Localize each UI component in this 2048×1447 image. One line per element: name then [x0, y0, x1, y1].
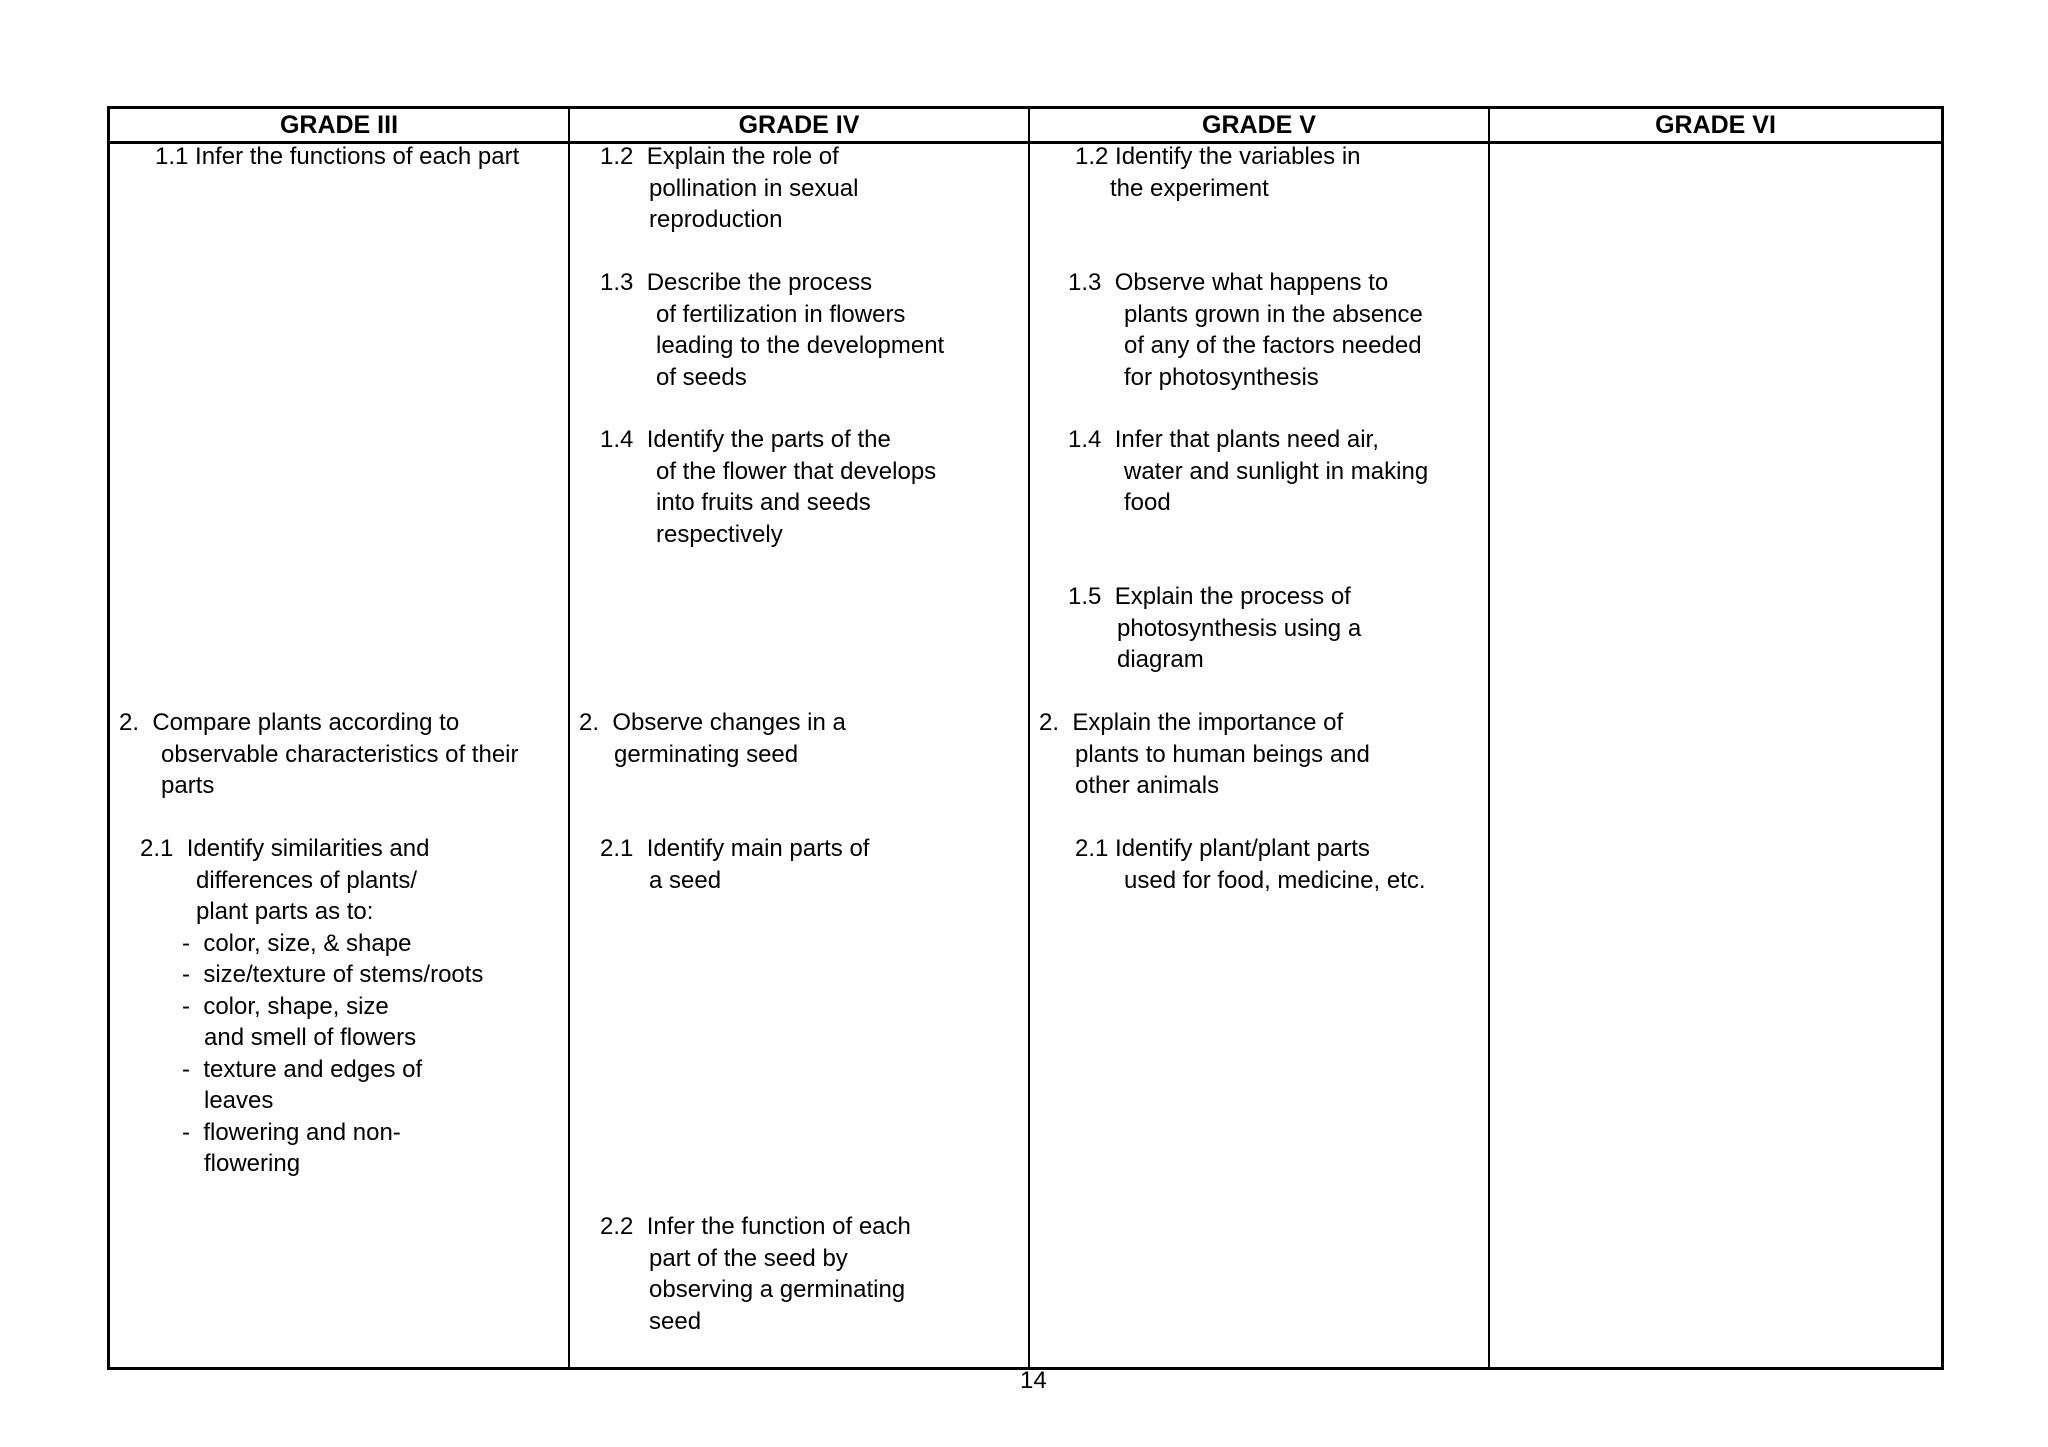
- grade4-item-1-2-line3: reproduction: [649, 206, 783, 233]
- grade4-item-2-line1: 2. Observe changes in a: [579, 709, 846, 736]
- column-divider: [568, 109, 570, 1367]
- grade4-item-2-line2: germinating seed: [614, 741, 799, 768]
- grade3-item-2-line3: parts: [161, 772, 215, 799]
- grade5-item-1-3-line1: 1.3 Observe what happens to: [1068, 269, 1389, 296]
- grade3-item-1-1: 1.1 Infer the functions of each part: [155, 143, 520, 170]
- grade4-item-2-2-line3: observing a germinating: [649, 1276, 906, 1303]
- grade5-item-1-2-line2: the experiment: [1110, 175, 1269, 202]
- grade4-item-1-3-line1: 1.3 Describe the process: [600, 269, 873, 296]
- grade4-item-2-2-line1: 2.2 Infer the function of each: [600, 1213, 911, 1240]
- grade3-item-2-line1: 2. Compare plants according to: [119, 709, 460, 736]
- grade3-bullet-flowering-line1: - flowering and non-: [182, 1119, 401, 1146]
- grade5-item-1-5-line2: photosynthesis using a: [1117, 615, 1362, 642]
- page-number: 14: [1020, 1367, 1047, 1394]
- grade4-item-1-3-line4: of seeds: [656, 364, 747, 391]
- grade5-item-2-line2: plants to human beings and: [1075, 741, 1370, 768]
- grade3-bullet-color-size-shape: - color, size, & shape: [182, 930, 412, 957]
- header-grade-iii: GRADE III: [279, 111, 399, 139]
- grade4-item-1-3-line2: of fertilization in flowers: [656, 301, 906, 328]
- grade3-bullet-texture-stems: - size/texture of stems/roots: [182, 961, 484, 988]
- grade5-item-1-3-line2: plants grown in the absence: [1124, 301, 1423, 328]
- grade3-item-2-line2: observable characteristics of their: [161, 741, 519, 768]
- grade3-bullet-leaves-line1: - texture and edges of: [182, 1056, 423, 1083]
- column-divider: [1028, 109, 1030, 1367]
- grade4-item-2-1-line1: 2.1 Identify main parts of: [600, 835, 870, 862]
- grade5-item-1-4-line1: 1.4 Infer that plants need air,: [1068, 426, 1379, 453]
- grade5-item-2-1-line1: 2.1 Identify plant/plant parts: [1075, 835, 1370, 862]
- grade4-item-1-2-line2: pollination in sexual: [649, 175, 859, 202]
- grade4-item-2-2-line4: seed: [649, 1308, 702, 1335]
- grade4-item-1-2-line1: 1.2 Explain the role of: [600, 143, 839, 170]
- grade4-item-2-1-line2: a seed: [649, 867, 722, 894]
- grade5-item-1-5-line1: 1.5 Explain the process of: [1068, 583, 1351, 610]
- grade3-bullet-flowers-line1: - color, shape, size: [182, 993, 389, 1020]
- grade5-item-1-4-line2: water and sunlight in making: [1124, 458, 1429, 485]
- grade3-item-2-1-line2: differences of plants/: [196, 867, 418, 894]
- grade4-item-1-4-line2: of the flower that develops: [656, 458, 937, 485]
- grade3-bullet-flowers-line2: and smell of flowers: [204, 1024, 417, 1051]
- header-grade-vi: GRADE VI: [1655, 111, 1776, 139]
- grade5-item-2-1-line2: used for food, medicine, etc.: [1124, 867, 1426, 894]
- grade3-item-2-1-line1: 2.1 Identify similarities and: [140, 835, 430, 862]
- grade3-bullet-leaves-line2: leaves: [204, 1087, 274, 1114]
- grade4-item-1-4-line3: into fruits and seeds: [656, 489, 871, 516]
- column-divider: [1488, 109, 1490, 1367]
- grade5-item-2-line1: 2. Explain the importance of: [1039, 709, 1344, 736]
- grade5-item-1-3-line3: of any of the factors needed: [1124, 332, 1422, 359]
- grade5-item-1-3-line4: for photosynthesis: [1124, 364, 1319, 391]
- grade5-item-2-line3: other animals: [1075, 772, 1220, 799]
- grade4-item-1-4-line4: respectively: [656, 521, 783, 548]
- grade4-item-1-3-line3: leading to the development: [656, 332, 945, 359]
- grade3-bullet-flowering-line2: flowering: [204, 1150, 301, 1177]
- header-grade-iv: GRADE IV: [738, 111, 860, 139]
- grade5-item-1-4-line3: food: [1124, 489, 1171, 516]
- grade5-item-1-5-line3: diagram: [1117, 646, 1204, 673]
- grade4-item-1-4-line1: 1.4 Identify the parts of the: [600, 426, 891, 453]
- grade5-item-1-2-line1: 1.2 Identify the variables in: [1075, 143, 1361, 170]
- grade3-item-2-1-line3: plant parts as to:: [196, 898, 374, 925]
- grade4-item-2-2-line2: part of the seed by: [649, 1245, 848, 1272]
- header-grade-v: GRADE V: [1202, 111, 1316, 139]
